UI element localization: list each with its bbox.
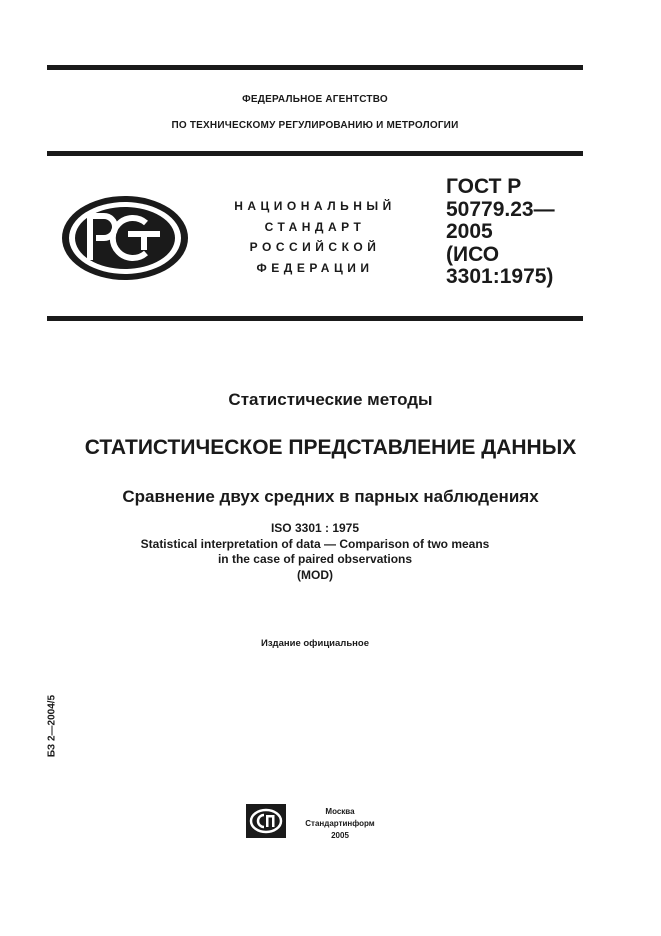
document-subtitle: Сравнение двух средних в парных наблюдениях <box>122 487 539 506</box>
national-label-line: СТАНДАРТ <box>264 219 366 234</box>
gost-line: 2005 <box>446 220 493 243</box>
international-line: ISO 3301 : 1975 <box>270 521 360 535</box>
edition-label: Издание официальное <box>261 638 369 649</box>
gost-line: (ИСО <box>446 242 500 266</box>
bottom-rule <box>47 316 583 321</box>
publisher-line: Стандартинформ <box>305 819 375 828</box>
publisher-line: Москва <box>325 807 355 816</box>
national-label-line: РОССИЙСКОЙ <box>249 240 381 254</box>
middle-rule <box>47 151 583 156</box>
side-code: БЗ 2—2004/5 <box>46 694 58 758</box>
international-line: in the case of paired observations <box>217 552 413 566</box>
rst-logo-icon <box>60 194 190 282</box>
international-reference <box>0 521 630 583</box>
agency-name-line2: ПО ТЕХНИЧЕСКОМУ РЕГУЛИРОВАНИЮ И МЕТРОЛОГИИ <box>171 120 459 131</box>
national-label-line: НАЦИОНАЛЬНЫЙ <box>234 199 396 213</box>
publisher-line: 2005 <box>331 831 349 840</box>
agency-name-line1: ФЕДЕРАЛЬНОЕ АГЕНТСТВО <box>242 94 388 105</box>
top-rule <box>47 65 583 70</box>
gost-line: 50779.23— <box>446 197 555 221</box>
international-line: Statistical interpretation of data — Comparison of two means <box>140 536 490 551</box>
document-title: СТАТИСТИЧЕСКОЕ ПРЕДСТАВЛЕНИЕ ДАННЫХ <box>84 436 577 459</box>
series-title: Статистические методы <box>228 390 433 409</box>
gost-designation <box>446 176 555 289</box>
national-label-line: ФЕДЕРАЦИИ <box>256 260 374 275</box>
international-line: (MOD) <box>297 567 333 582</box>
gost-line: ГОСТ Р <box>446 175 522 198</box>
gost-line: 3301:1975) <box>446 265 554 288</box>
publisher-info <box>290 806 390 842</box>
standartinform-logo-icon <box>246 804 286 838</box>
national-standard-label <box>215 196 415 278</box>
